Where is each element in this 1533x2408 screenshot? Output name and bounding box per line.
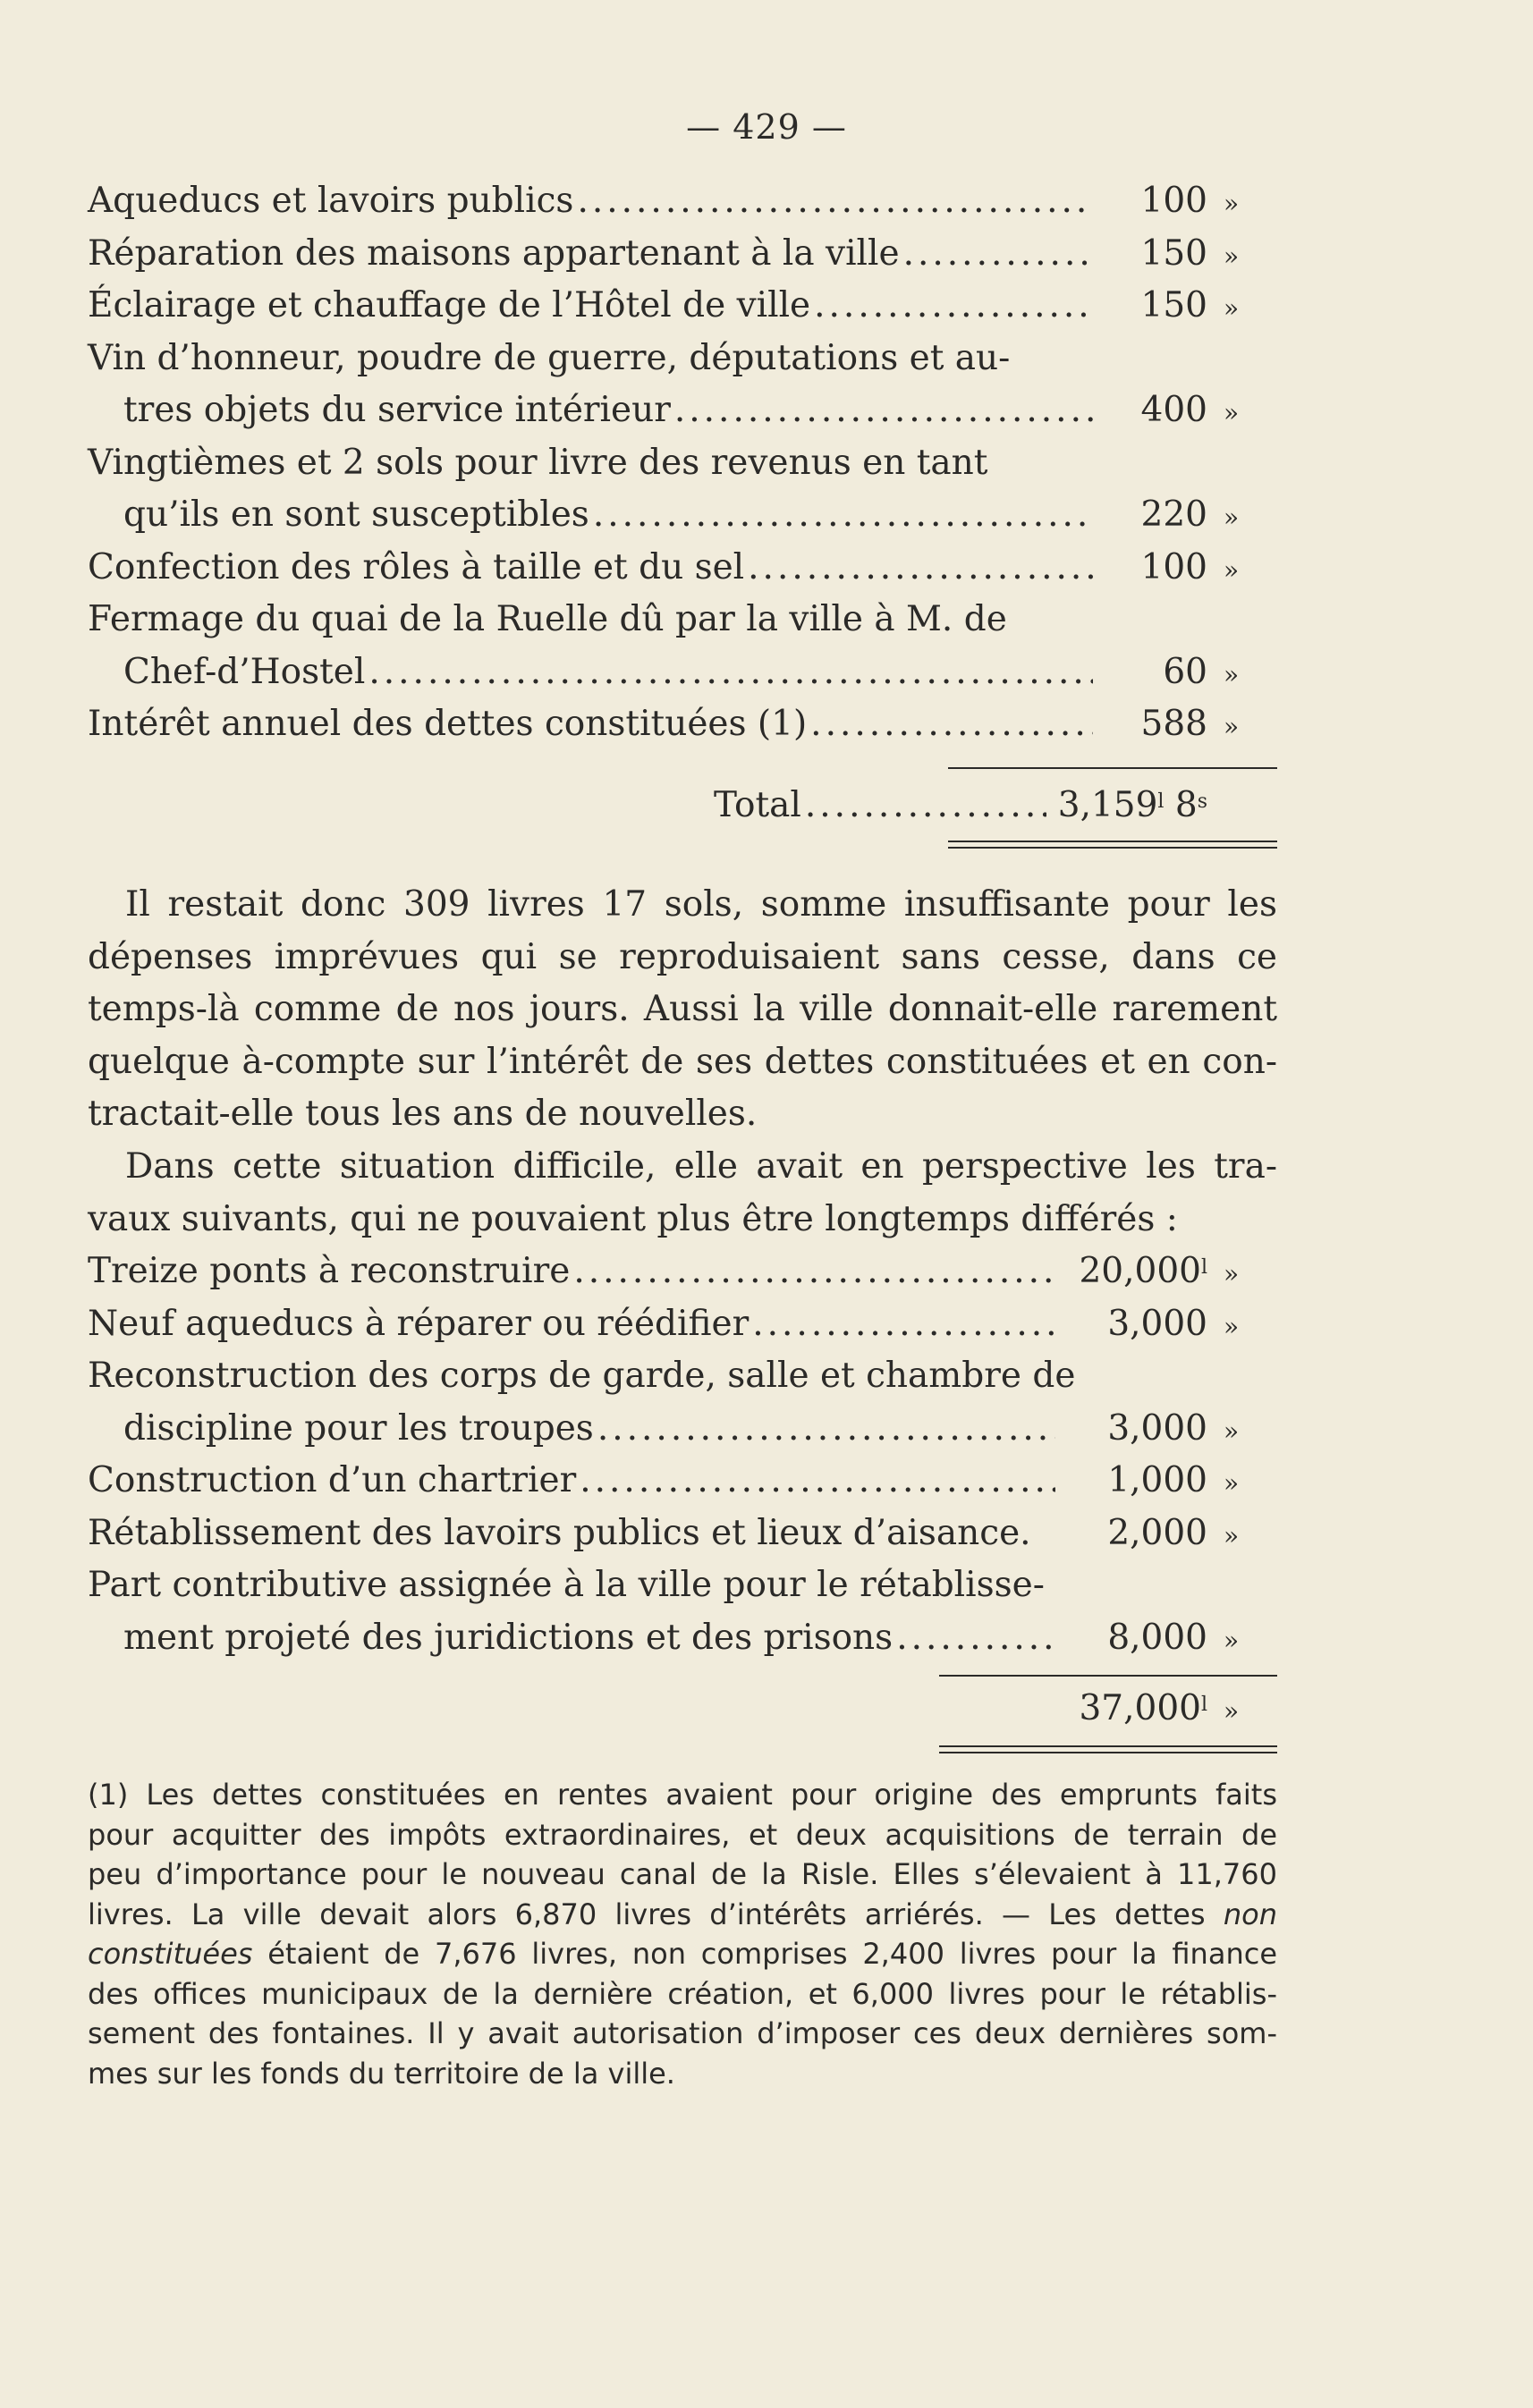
entry-text: Réparation des maisons appartenant à la ville	[88, 232, 900, 274]
page-number: — 429 —	[686, 107, 847, 147]
amount-value: 150	[1140, 232, 1207, 274]
leader-dots	[593, 489, 1093, 542]
amount-value: 100	[1140, 181, 1207, 221]
amount-value: 100	[1140, 546, 1207, 587]
entry-line	[88, 1612, 1277, 1665]
leader-dots	[752, 1298, 1055, 1351]
total-label: Total	[714, 785, 801, 825]
footnote-line: constituées étaient de 7,676 livres, non comprises 2,400 livres pour la finance	[88, 1937, 1277, 1971]
entry-text: Chef-d’Hostel	[123, 651, 366, 692]
works-total-unit: »	[1224, 1696, 1240, 1726]
entry-unit: »	[1224, 1259, 1240, 1288]
works-total-rule	[939, 1675, 1277, 1677]
paragraph-line: Dans cette situation difficile, elle avait en perspective les tra-	[125, 1146, 1277, 1187]
entry-unit: »	[1224, 293, 1240, 323]
entry-line	[88, 1298, 1277, 1351]
leader-dots	[814, 280, 1093, 333]
entry-line	[88, 1455, 1277, 1508]
entry-unit: »	[1224, 1415, 1240, 1446]
entry-line	[88, 1246, 1277, 1298]
entry-unit: »	[1224, 659, 1240, 689]
expenses-list	[88, 175, 1277, 751]
footnote-line: pour acquitter des impôts extraordinaires, et deux acquisitions de terrain de	[88, 1817, 1277, 1852]
entry-amount	[1055, 1403, 1207, 1456]
entry-unit: »	[1224, 1468, 1240, 1498]
amount-value: 400	[1140, 390, 1207, 430]
paragraph-line: dépenses imprévues qui se reproduisaient sans cesse, dans ce	[88, 936, 1277, 977]
entry-line	[88, 1559, 1277, 1612]
entry-line	[88, 542, 1277, 595]
entry-unit: »	[1224, 189, 1240, 218]
entry-line	[88, 280, 1277, 333]
entry-line	[88, 1508, 1277, 1560]
entry-text: Intérêt annuel des dettes constituées (1)	[88, 704, 808, 744]
entry-text: Aqueducs et lavoirs publics	[88, 181, 574, 221]
entry-unit: »	[1224, 398, 1240, 427]
amount-value: 220	[1140, 494, 1207, 535]
leader-dots	[597, 1403, 1055, 1456]
entry-amount	[1093, 698, 1207, 751]
paragraph-1	[88, 879, 1277, 1141]
entry-text: Éclairage et chauffage de l’Hôtel de ville	[88, 285, 811, 325]
entry-text: ment projeté des juridictions et des prisons	[123, 1617, 894, 1658]
paragraph-line: vaux suivants, qui ne pouvaient plus être longtemps différés :	[88, 1198, 1178, 1239]
entry-amount	[1055, 1455, 1207, 1508]
entry-text: discipline pour les troupes	[123, 1407, 594, 1449]
entry-unit: »	[1224, 1311, 1240, 1341]
entry-line	[88, 698, 1277, 751]
footnote-line: des offices municipaux de la dernière création, et 6,000 livres pour le rétablis-	[88, 1976, 1277, 2011]
entry-text: Neuf aqueducs à réparer ou réédifier	[88, 1303, 750, 1344]
leader-dots	[580, 1455, 1055, 1508]
total-double-rule	[948, 841, 1277, 849]
leader-dots	[674, 384, 1093, 437]
leader-dots	[577, 175, 1093, 228]
paragraph-2	[88, 1141, 1277, 1246]
entry-line	[88, 333, 1277, 385]
entry-text: Fermage du quai de la Ruelle dû par la ville à M. de	[88, 599, 1007, 639]
works-list	[88, 1246, 1277, 1664]
total-rule	[948, 767, 1277, 769]
leader-dots	[896, 1612, 1055, 1665]
entry-line	[88, 594, 1277, 646]
leader-dots	[368, 646, 1093, 699]
works-total-double-rule	[939, 1745, 1277, 1753]
footnote-line: livres. La ville devait alors 6,870 livres d’intérêts arriérés. — Les dettes non	[88, 1897, 1277, 1931]
footnote-line: sement des fontaines. Il y avait autorisation d’imposer ces deux dernières som-	[88, 2016, 1277, 2050]
entry-text: Confection des rôles à taille et du sel	[88, 546, 745, 587]
entry-text: Rétablissement des lavoirs publics et lieux d’aisance.	[88, 1512, 1031, 1553]
paragraph-line: Il restait donc 309 livres 17 sols, somme insuffisante pour les	[125, 884, 1277, 925]
entry-amount	[1055, 1246, 1207, 1298]
paragraph-line: tractait-elle tous les ans de nouvelles.	[88, 1094, 758, 1134]
entry-amount	[1093, 384, 1207, 437]
entry-line	[88, 489, 1277, 542]
footnote-line: mes sur les fonds du territoire de la ville.	[88, 2056, 675, 2091]
total-row	[88, 780, 1277, 832]
entry-amount	[1093, 228, 1207, 281]
entry-text: Treize ponts à reconstruire	[88, 1251, 571, 1291]
footnote-line: (1) Les dettes constituées en rentes avaient pour origine des emprunts faits	[88, 1778, 1277, 1812]
entry-amount	[1093, 489, 1207, 542]
works-total-amount: 37,000$^l$	[1079, 1688, 1207, 1728]
leader-dots	[810, 698, 1093, 751]
entry-amount	[1055, 1508, 1207, 1560]
leader-dots	[805, 780, 1046, 832]
amount-value: 150	[1140, 285, 1207, 325]
works-total-row	[88, 1683, 1277, 1736]
entry-text: Construction d’un chartrier	[88, 1460, 577, 1500]
entry-amount	[1055, 1298, 1207, 1351]
entry-line	[88, 228, 1277, 281]
entry-line	[88, 1350, 1277, 1403]
total-amount: 3,159$^l$ 8$^s$	[1057, 785, 1207, 825]
entry-unit: »	[1224, 1520, 1240, 1550]
entry-unit: »	[1224, 712, 1240, 741]
entry-text: Reconstruction des corps de garde, salle et chambre de	[88, 1356, 1076, 1396]
paragraph-line: temps-là comme de nos jours. Aussi la ville donnait-elle rarement	[88, 989, 1277, 1029]
entry-amount	[1093, 542, 1207, 595]
entry-line	[88, 1403, 1277, 1456]
entry-unit: »	[1224, 503, 1240, 532]
paragraph-line: quelque à-compte sur l’intérêt de ses dettes constituées et en con-	[88, 1041, 1277, 1082]
leader-dots	[903, 228, 1093, 281]
amount-value: 2,000	[1107, 1512, 1207, 1553]
entry-text: tres objets du service intérieur	[123, 390, 671, 430]
amount-value: 3,000	[1107, 1303, 1207, 1344]
entry-amount	[1093, 175, 1207, 228]
amount-value: 60	[1163, 651, 1207, 692]
entry-text: Vin d’honneur, poudre de guerre, députations et au-	[88, 337, 1011, 378]
amount-value: 588	[1140, 704, 1207, 744]
entry-amount	[1055, 1612, 1207, 1665]
entry-amount	[1093, 646, 1207, 699]
amount-value: 20,000	[1079, 1251, 1201, 1291]
leader-dots	[748, 542, 1093, 595]
entry-unit: »	[1224, 241, 1240, 271]
leader-dots	[573, 1246, 1055, 1298]
entry-unit: »	[1224, 554, 1240, 585]
amount-value: 3,000	[1107, 1407, 1207, 1449]
amount-value: 8,000	[1107, 1617, 1207, 1658]
amount-sup: l	[1200, 1256, 1207, 1279]
entry-line	[88, 646, 1277, 699]
amount-value: 1,000	[1107, 1460, 1207, 1500]
entry-line	[88, 384, 1277, 437]
entry-amount	[1093, 280, 1207, 333]
entry-text: qu’ils en sont susceptibles	[123, 494, 589, 535]
footnote	[88, 1775, 1277, 2093]
entry-line	[88, 175, 1277, 228]
footnote-line: peu d’importance pour le nouveau canal de la Risle. Elles s’élevaient à 11,760	[88, 1857, 1277, 1891]
entry-text: Part contributive assignée à la ville pour le rétablisse-	[88, 1565, 1045, 1605]
entry-line	[88, 437, 1277, 490]
entry-text: Vingtièmes et 2 sols pour livre des revenus en tant	[88, 442, 988, 483]
entry-unit: »	[1224, 1625, 1240, 1655]
